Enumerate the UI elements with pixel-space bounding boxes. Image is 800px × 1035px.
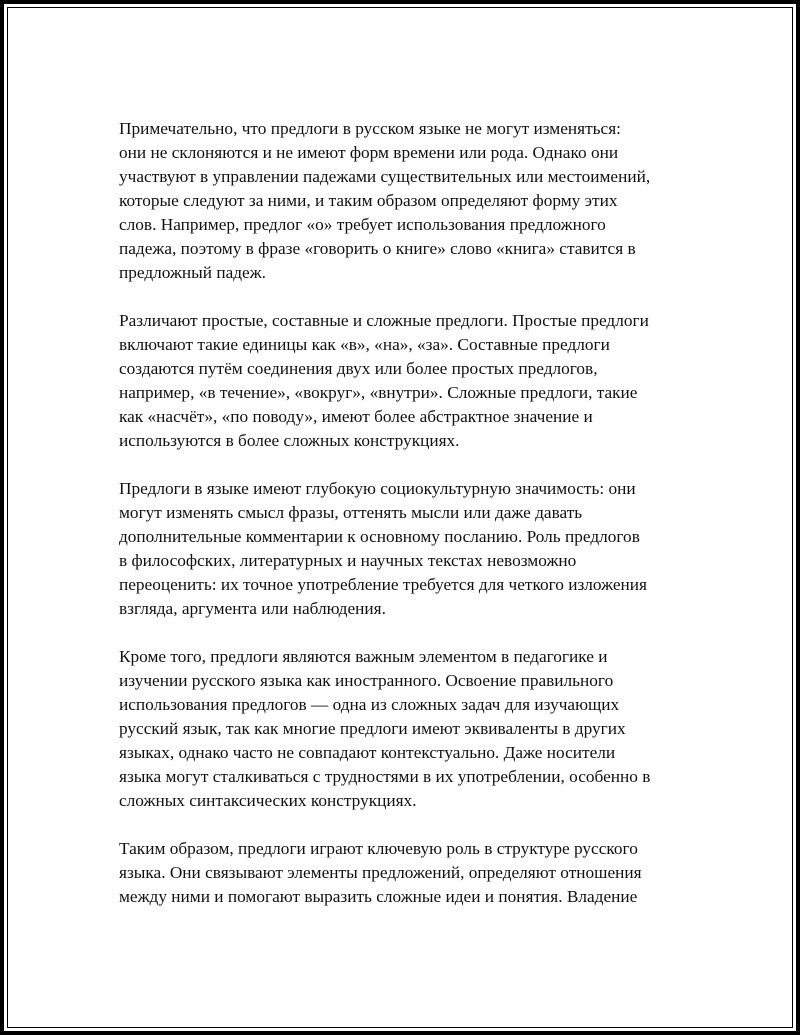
text-line: предложный падеж. — [119, 263, 266, 282]
text-line: Предлоги в языке имеют глубокую социокультурную значимость: они — [119, 479, 636, 498]
text-line: русский язык, так как многие предлоги имеют эквиваленты в других — [119, 719, 626, 738]
text-line: участвуют в управлении падежами существительных или местоимений, — [119, 167, 651, 186]
text-line: сложных синтаксических конструкциях. — [119, 791, 417, 810]
text-line: Кроме того, предлоги являются важным элементом в педагогике и — [119, 647, 608, 666]
text-line: падежа, поэтому в фразе «говорить о книге» слово «книга» ставится в — [119, 239, 636, 258]
text-line: могут изменять смысл фразы, оттенять мысли или даже давать — [119, 503, 583, 522]
text-line: между ними и помогают выразить сложные идеи и понятия. Владение — [119, 887, 638, 906]
text-line: использования предлогов — одна из сложных задач для изучающих — [119, 695, 620, 714]
text-line: они не склоняются и не имеют форм времени или рода. Однако они — [119, 143, 619, 162]
text-line: используются в более сложных конструкциях. — [119, 431, 460, 450]
document-body — [119, 117, 689, 933]
text-line: в философских, литературных и научных текстах невозможно — [119, 551, 577, 570]
text-line: как «насчёт», «по поводу», имеют более абстрактное значение и — [119, 407, 593, 426]
text-line: взгляда, аргумента или наблюдения. — [119, 599, 386, 618]
text-line: например, «в течение», «вокруг», «внутри». Сложные предлоги, такие — [119, 383, 638, 402]
paragraph-5 — [119, 837, 689, 909]
text-line: языках, однако часто не совпадают контекстуально. Даже носители — [119, 743, 616, 762]
text-line: языка могут сталкиваться с трудностями в их употреблении, особенно в — [119, 767, 651, 786]
text-line: Таким образом, предлоги играют ключевую роль в структуре русского — [119, 839, 638, 858]
paragraph-2 — [119, 309, 689, 453]
text-line: изучении русского языка как иностранного. Освоение правильного — [119, 671, 614, 690]
text-line: Примечательно, что предлоги в русском языке не могут изменяться: — [119, 119, 621, 138]
paragraph-3 — [119, 477, 689, 621]
paragraph-4 — [119, 645, 689, 813]
text-line: дополнительные комментарии к основному посланию. Роль предлогов — [119, 527, 640, 546]
text-line: языка. Они связывают элементы предложений, определяют отношения — [119, 863, 642, 882]
text-line: создаются путём соединения двух или более простых предлогов, — [119, 359, 598, 378]
text-line: переоценить: их точное употребление требуется для четкого изложения — [119, 575, 647, 594]
text-line: Различают простые, составные и сложные предлоги. Простые предлоги — [119, 311, 649, 330]
text-line: слов. Например, предлог «о» требует использования предложного — [119, 215, 606, 234]
text-line: включают такие единицы как «в», «на», «за». Составные предлоги — [119, 335, 610, 354]
paragraph-1 — [119, 117, 689, 285]
text-line: которые следуют за ними, и таким образом определяют форму этих — [119, 191, 618, 210]
